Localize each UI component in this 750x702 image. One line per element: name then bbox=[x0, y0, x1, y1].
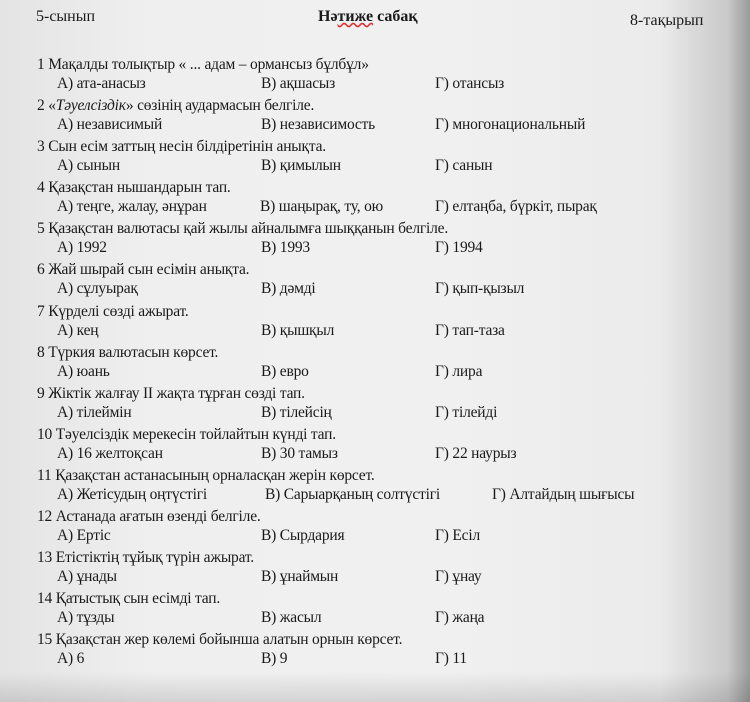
option-b: В) дәмді bbox=[261, 280, 316, 298]
question-item bbox=[37, 179, 737, 220]
option-g: Г) ұнау bbox=[435, 568, 482, 586]
question-text bbox=[37, 97, 314, 115]
question-item bbox=[37, 220, 737, 261]
option-g: Г) лира bbox=[435, 362, 483, 380]
question-item bbox=[37, 344, 737, 385]
title-prefix: Нә bbox=[318, 8, 338, 25]
option-b: В) жасыл bbox=[261, 609, 322, 627]
question-item bbox=[37, 56, 737, 97]
question-text: 9 Жіктік жалғау ІІ жақта тұрған сөзді тап. bbox=[37, 384, 305, 402]
question-list bbox=[37, 56, 737, 672]
option-a: А) 1992 bbox=[57, 239, 107, 257]
question-text: 6 Жай шырай сын есімін анықта. bbox=[37, 261, 250, 279]
option-a: А) Жетісудың оңтүстігі bbox=[57, 485, 208, 503]
question-text: 15 Қазақстан жер көлемі бойынша алатын орнын көрсет. bbox=[37, 631, 403, 649]
option-b: В) ұнаймын bbox=[261, 568, 339, 586]
question-text: 11 Қазақстан астанасының орналасқан жерін көрсет. bbox=[37, 466, 375, 484]
option-g: Г) елтаңба, бүркіт, пырақ bbox=[435, 198, 597, 216]
page-title bbox=[318, 8, 418, 26]
question-text: 7 Күрделі сөзді ажырат. bbox=[37, 302, 189, 320]
option-g: Г) отансыз bbox=[435, 75, 505, 92]
option-g: Г) Алтайдың шығысы bbox=[492, 485, 635, 503]
option-g: Г) 11 bbox=[435, 650, 467, 668]
question-item bbox=[37, 138, 737, 179]
option-b: В) независимость bbox=[261, 116, 375, 134]
question-text: 1 Мақалды толықтыр « ... адам – ормансыз бұлбұл» bbox=[37, 56, 369, 73]
option-g: Г) многонациональный bbox=[435, 116, 586, 134]
option-a: А) независимый bbox=[57, 116, 163, 134]
topic-label: 8-тақырып bbox=[630, 12, 704, 29]
option-g: Г) тап-таза bbox=[435, 321, 505, 339]
question-text: 12 Астанада ағатын өзенді белгіле. bbox=[37, 508, 261, 526]
option-b: В) 1993 bbox=[261, 239, 310, 257]
question-item bbox=[37, 97, 737, 138]
question-item bbox=[37, 467, 737, 508]
question-text: 10 Тәуелсіздік мерекесін тойлайтын күнді тап. bbox=[37, 425, 336, 443]
option-g: Г) жаңа bbox=[435, 609, 485, 627]
option-b: В) евро bbox=[261, 362, 309, 380]
option-g: Г) 22 наурыз bbox=[435, 444, 517, 462]
option-b: В) 30 тамыз bbox=[261, 444, 338, 462]
option-a: А) ата-анасыз bbox=[57, 75, 146, 92]
question-item bbox=[37, 303, 737, 344]
option-a: А) 6 bbox=[57, 650, 85, 668]
question-text-italic: Тәуелсіздік bbox=[55, 97, 126, 115]
option-b: В) шаңырақ, ту, ою bbox=[260, 198, 384, 216]
option-b: В) 9 bbox=[261, 650, 288, 668]
question-text: 8 Түркия валютасын көрсет. bbox=[37, 343, 219, 361]
title-suffix: сабақ bbox=[373, 8, 418, 25]
question-item bbox=[37, 631, 737, 672]
option-a: А) ұнады bbox=[57, 568, 117, 586]
question-item bbox=[37, 590, 737, 631]
question-text: 3 Сын есім заттың несін білдіретінін анықта. bbox=[37, 138, 326, 156]
option-g: Г) 1994 bbox=[435, 239, 483, 257]
question-text: 14 Қатыстық сын есімді тап. bbox=[37, 590, 221, 608]
option-g: Г) қып-қызыл bbox=[435, 280, 525, 298]
option-a: А) сынын bbox=[57, 157, 120, 175]
option-a: А) тұзды bbox=[57, 609, 115, 627]
option-a: А) тілеймін bbox=[57, 403, 132, 421]
option-b: В) қышқыл bbox=[261, 321, 335, 339]
question-text-before: 2 « bbox=[37, 97, 56, 115]
question-item bbox=[37, 549, 737, 590]
option-a: А) Ертіс bbox=[57, 527, 111, 545]
title-spellcheck-word: тиже bbox=[337, 8, 374, 25]
option-g: Г) Есіл bbox=[435, 527, 480, 545]
option-a: А) юань bbox=[57, 362, 110, 380]
question-item bbox=[37, 385, 737, 426]
question-text: 5 Қазақстан валютасы қай жылы айналымға шыққанын белгіле. bbox=[37, 220, 449, 238]
option-a: А) кең bbox=[57, 321, 99, 339]
question-item bbox=[37, 261, 737, 302]
option-b: В) Сырдария bbox=[261, 527, 345, 545]
option-b: В) ақшасыз bbox=[261, 75, 336, 92]
question-text: 4 Қазақстан нышандарын тап. bbox=[37, 179, 231, 197]
option-b: В) тілейсің bbox=[261, 403, 332, 421]
option-a: А) теңге, жалау, әнұран bbox=[57, 198, 207, 216]
question-text-after: » сөзінің аудармасын белгіле. bbox=[125, 97, 315, 115]
grade-label: 5-сынып bbox=[36, 8, 96, 25]
option-b: В) Сарыарқаның солтүстігі bbox=[265, 485, 440, 503]
question-item bbox=[37, 426, 737, 467]
option-g: Г) тілейді bbox=[435, 403, 498, 421]
option-a: А) сұлуырақ bbox=[57, 280, 138, 298]
question-text: 13 Етістіктің тұйық түрін ажырат. bbox=[37, 549, 254, 567]
option-b: В) қимылын bbox=[261, 157, 341, 175]
option-a: А) 16 желтоқсан bbox=[57, 444, 163, 462]
question-item bbox=[37, 508, 737, 549]
option-g: Г) санын bbox=[435, 157, 493, 175]
